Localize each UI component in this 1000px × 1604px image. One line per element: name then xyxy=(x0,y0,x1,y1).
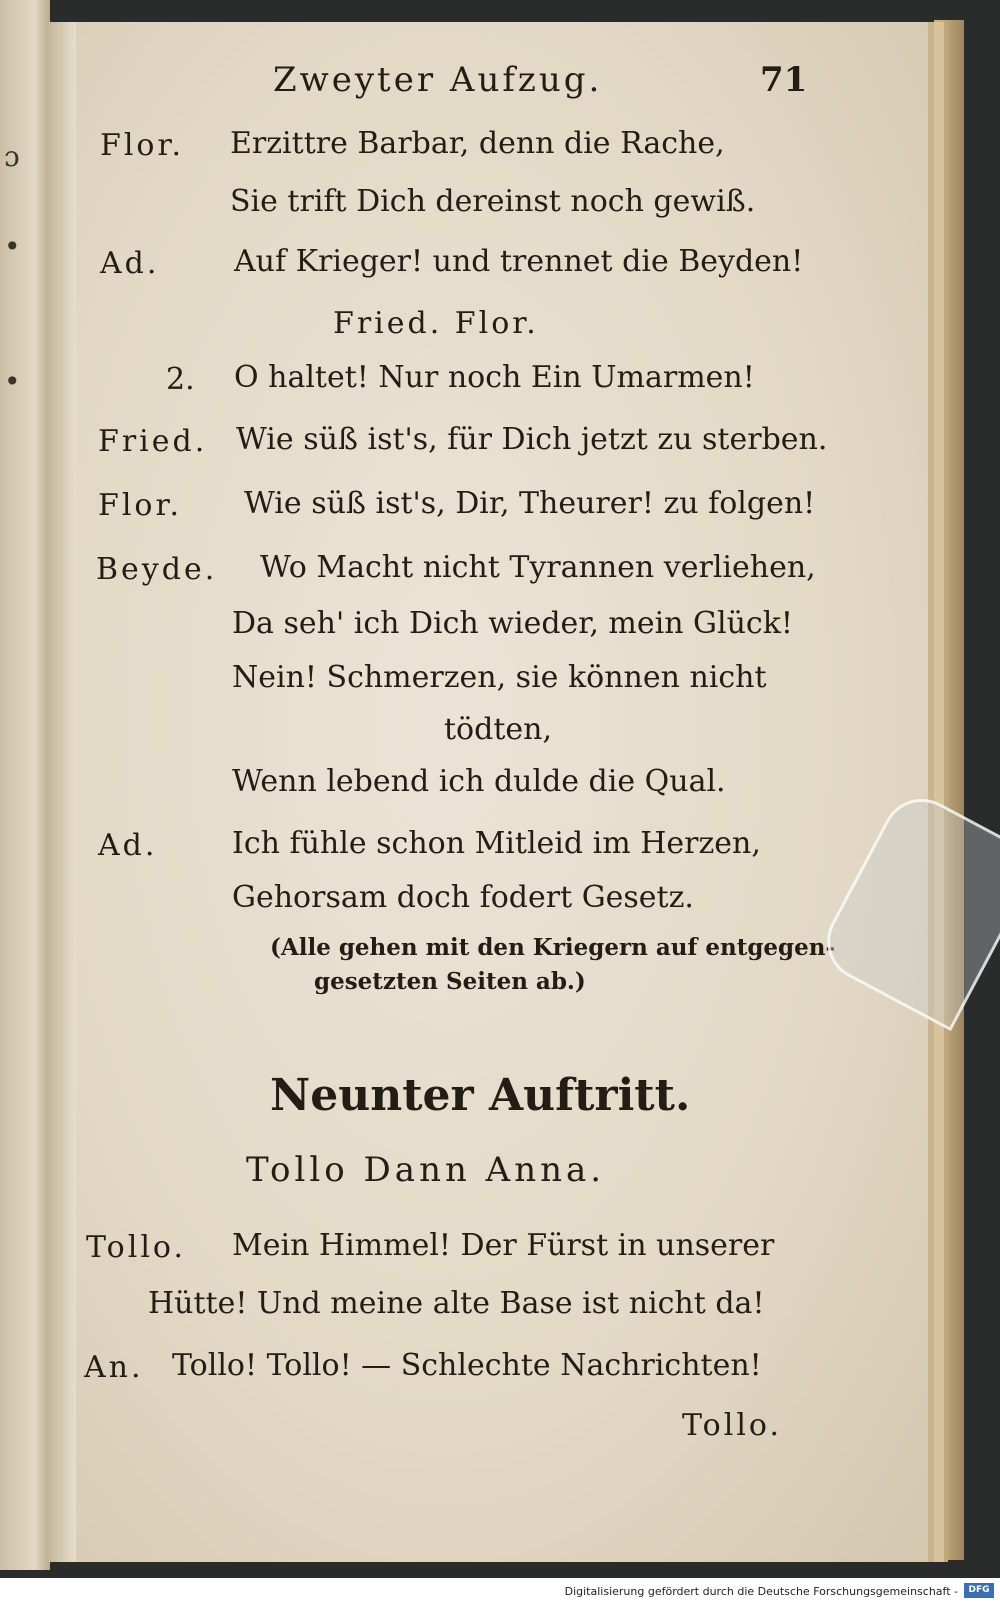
prose-line: Mein Himmel! Der Fürst in unserer xyxy=(232,1228,775,1263)
speaker-label: Flor. xyxy=(98,488,183,523)
speaker-label: Flor. xyxy=(100,128,185,163)
running-header: Zweyter Aufzug. xyxy=(273,60,603,100)
page-stack-edge xyxy=(934,20,964,1560)
prose-line: Tollo! Tollo! — Schlechte Nachrichten! xyxy=(172,1348,762,1383)
speaker-heading: Fried. Flor. xyxy=(333,306,539,341)
speaker-label: Ad. xyxy=(98,828,158,863)
verse-line: Sie trift Dich dereinst noch gewiß. xyxy=(230,184,756,219)
stage-direction: gesetzten Seiten ab.) xyxy=(314,968,586,995)
verse-line: Ich fühle schon Mitleid im Herzen, xyxy=(232,826,761,861)
verse-line: Wie süß ist's, für Dich jetzt zu sterben. xyxy=(236,422,828,457)
verse-line: Wie süß ist's, Dir, Theurer! zu folgen! xyxy=(244,486,816,521)
page-number: 71 xyxy=(760,60,808,100)
speaker-label: Fried. xyxy=(98,424,208,459)
stage-direction: (Alle gehen mit den Kriegern auf entgegen- xyxy=(270,934,836,961)
funding-credit: Digitalisierung gefördert durch die Deutsche Forschungsgemeinschaft - xyxy=(564,1585,958,1598)
footer-bar xyxy=(0,1578,1000,1604)
scene-cast: Tollo Dann Anna. xyxy=(246,1150,606,1190)
verse-line: tödten, xyxy=(444,712,552,747)
verse-line: Wenn lebend ich dulde die Qual. xyxy=(232,764,726,799)
speaker-label: Tollo. xyxy=(86,1230,187,1265)
speaker-label: Ad. xyxy=(100,246,160,281)
prose-line: Hütte! Und meine alte Base ist nicht da! xyxy=(148,1286,765,1321)
speaker-label: 2. xyxy=(166,362,195,397)
scene-title: Neunter Auftritt. xyxy=(270,1070,691,1121)
verse-line: O haltet! Nur noch Ein Umarmen! xyxy=(234,360,755,395)
catchword: Tollo. xyxy=(682,1408,783,1443)
verse-line: Wo Macht nicht Tyrannen verliehen, xyxy=(260,550,816,585)
page-gutter xyxy=(48,22,76,1562)
speaker-label: Beyde. xyxy=(96,552,218,587)
verse-line: Nein! Schmerzen, sie können nicht xyxy=(232,660,767,695)
facing-page-edge: ɔ • • xyxy=(0,0,50,1570)
speaker-label: An. xyxy=(84,1350,144,1385)
verse-line: Gehorsam doch fodert Gesetz. xyxy=(232,880,694,915)
verse-line: Auf Krieger! und trennet die Beyden! xyxy=(234,244,804,279)
dfg-logo: DFG xyxy=(964,1583,994,1598)
verse-line: Erzittre Barbar, denn die Rache, xyxy=(230,126,725,161)
verse-line: Da seh' ich Dich wieder, mein Glück! xyxy=(232,606,793,641)
book-page xyxy=(48,22,934,1562)
